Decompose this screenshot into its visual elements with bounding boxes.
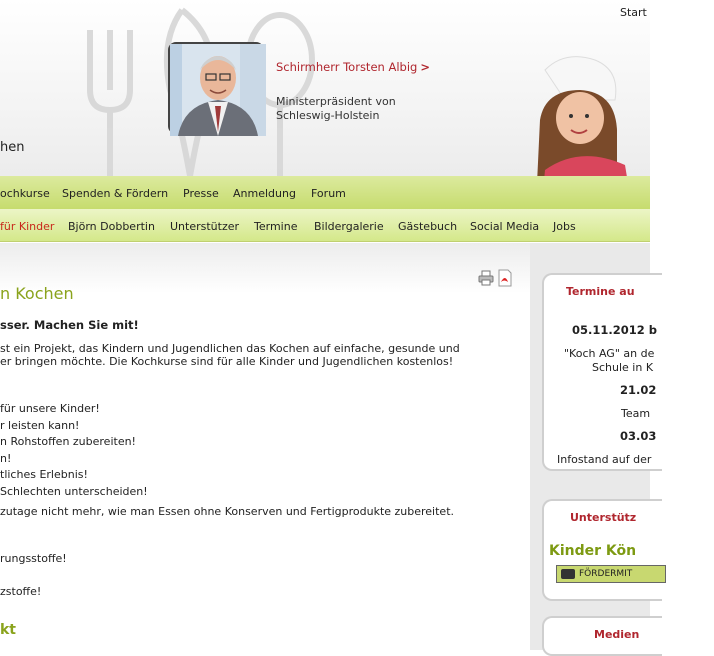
termine-box-title[interactable]: Termine au <box>566 285 635 298</box>
intro-line: st ein Projekt, das Kindern und Jugendlichen das Kochen auf einfache, gesunde und <box>0 342 460 355</box>
pdf-icon[interactable] <box>498 270 512 286</box>
body-line: zstoffe! <box>0 585 42 598</box>
nav-item-forum[interactable]: Forum <box>311 187 346 200</box>
patron-link[interactable] <box>276 60 430 74</box>
page-title: n Kochen <box>0 284 74 303</box>
subnav-item-gaestebuch[interactable]: Gästebuch <box>398 220 458 233</box>
event-date[interactable]: 21.02 <box>620 383 657 397</box>
subnav-item-fuer-kinder[interactable]: für Kinder <box>0 220 55 233</box>
event-text[interactable]: Schule in K <box>592 361 654 374</box>
subnav-item-jobs[interactable]: Jobs <box>553 220 576 233</box>
list-item: n! <box>0 451 12 465</box>
site-header <box>0 0 650 176</box>
event-date[interactable]: 05.11.2012 b <box>572 323 657 337</box>
subnav-item-bjoern-dobbertin[interactable]: Björn Dobbertin <box>68 220 155 233</box>
section-heading: kt <box>0 622 17 638</box>
medien-box <box>542 616 662 656</box>
intro-line: er bringen möchte. Die Kochkurse sind für alle Kinder und Jugendlichen kostenlos! <box>0 355 454 368</box>
medien-box-title[interactable]: Medien <box>594 628 640 641</box>
event-date[interactable]: 03.03 <box>620 429 657 443</box>
lead-text: sser. Machen Sie mit! <box>0 318 139 332</box>
list-item: r leisten kann! <box>0 418 80 432</box>
list-item: tliches Erlebnis! <box>0 468 88 481</box>
body-paragraph: zutage nicht mehr, wie man Essen ohne Konserven und Fertigprodukte zubereitet. <box>0 505 455 518</box>
patron-name-label: Schirmherr Torsten Albig <box>276 60 418 74</box>
chevron-right-icon: > <box>420 60 430 74</box>
event-text[interactable]: Infostand auf der <box>557 453 652 466</box>
main-content <box>0 243 530 650</box>
event-text[interactable]: Team <box>621 407 651 420</box>
list-item: für unsere Kinder! <box>0 402 100 415</box>
unterstuetzer-box-title[interactable]: Unterstütz <box>570 511 637 524</box>
site-logo-text[interactable]: hen <box>0 140 25 155</box>
termine-box <box>542 273 662 471</box>
subnav-item-bildergalerie[interactable]: Bildergalerie <box>314 220 384 233</box>
patron-title: Ministerpräsident von Schleswig-Holstein <box>276 95 396 122</box>
kinder-koennen-text[interactable]: Kinder Kön <box>549 543 637 559</box>
nav-item-spenden[interactable]: Spenden & Fördern <box>62 187 169 200</box>
benefit-list <box>0 401 148 500</box>
nav-item-presse[interactable]: Presse <box>183 187 219 200</box>
card-icon <box>561 569 575 579</box>
primary-nav <box>0 176 650 209</box>
secondary-nav <box>0 209 650 242</box>
subnav-item-unterstuetzer[interactable]: Unterstützer <box>170 220 240 233</box>
sidebar <box>530 243 657 650</box>
print-icon[interactable] <box>478 271 494 285</box>
nav-item-kochkurse[interactable]: ochkurse <box>0 187 50 200</box>
foerdermitglied-label: FÖRDERMIT <box>579 569 633 579</box>
list-item: n Rohstoffen zubereiten! <box>0 435 136 448</box>
foerdermitglied-button[interactable] <box>556 565 666 583</box>
nav-item-anmeldung[interactable]: Anmeldung <box>233 187 296 200</box>
body-line: rungsstoffe! <box>0 552 67 565</box>
subnav-item-social-media[interactable]: Social Media <box>470 220 540 233</box>
unterstuetzer-box <box>542 499 662 601</box>
event-text[interactable]: "Koch AG" an de <box>564 347 655 360</box>
subnav-item-termine[interactable]: Termine <box>254 220 298 233</box>
start-link[interactable]: Start <box>620 6 647 19</box>
patron-photo[interactable] <box>168 42 264 134</box>
list-item: Schlechten unterscheiden! <box>0 484 148 498</box>
intro-paragraph <box>0 342 513 368</box>
